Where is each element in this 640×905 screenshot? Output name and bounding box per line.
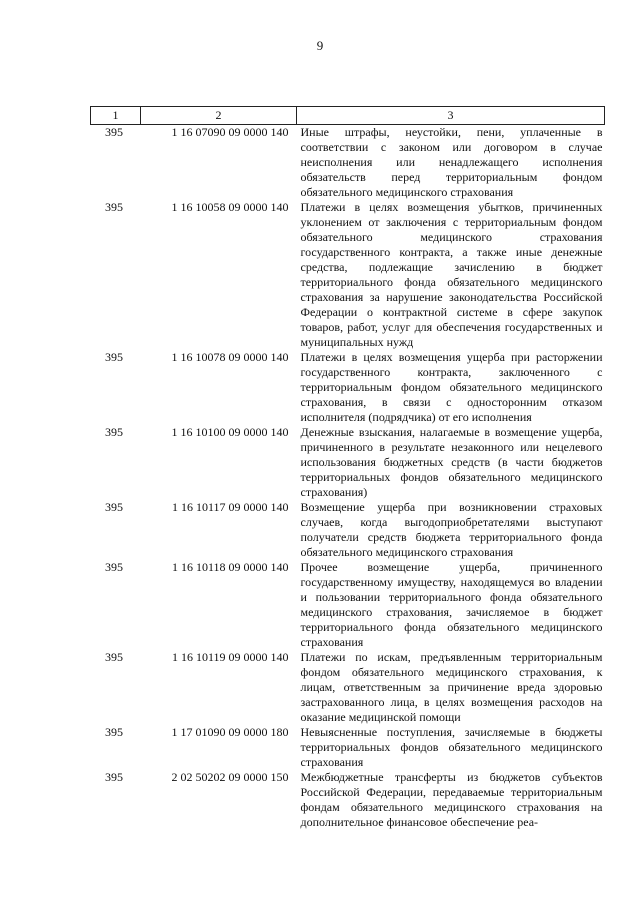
revenue-description: Денежные взыскания, налагаемые в возмещение ущерба, причиненного в результате незаконного или нецелевого использования бюджетных средств (в части бюджетов территориальных фондов обязательного медицинского страхования) [300,425,603,499]
header-row [91,107,605,125]
table-header [91,107,605,125]
revenue-description: Иные штрафы, неустойки, пени, уплаченные в соответствии с законом или договором в случае неисполнения или ненадлежащего исполнения обязательств перед территориальным фондом обязательного медицинского страхования [300,125,603,199]
admin-code: 395 [105,770,123,784]
revenue-code: 2 02 50202 09 0000 150 [171,770,289,784]
revenue-description: Платежи в целях возмещения убытков, причиненных уклонением от заключения с территориальным фондом обязательного медицинского страхования государственного контракта, а также иные денежные средства, подлежащие зачислению в бюджет территориального фонда обязательного медицинского страхования за нарушение законодательства Российской Федерации о контрактной системе в сфере закупок товаров, работ, услуг для обеспечения государственных и муниципальных нужд [300,200,603,349]
revenue-description: Невыясненные поступления, зачисляемые в бюджеты территориальных фондов обязательного медицинского страхования [300,725,603,769]
revenue-code: 1 16 10118 09 0000 140 [171,560,289,574]
header-col-3: 3 [297,107,605,125]
page-number: 9 [316,38,324,53]
admin-code: 395 [105,725,123,739]
admin-code: 395 [105,650,123,664]
revenue-code: 1 16 10100 09 0000 140 [171,425,289,439]
table-row [91,350,605,425]
table-row [91,425,605,500]
admin-code: 395 [105,200,123,214]
revenue-code: 1 16 10058 09 0000 140 [171,200,289,214]
revenue-description: Платежи по искам, предъявленным территориальным фондом обязательного медицинского страхования, к лицам, ответственным за причинение вреда здоровью застрахованного лица, в целях возмещения расходов на оказание медицинской помощи [300,650,603,724]
revenue-code: 1 16 10117 09 0000 140 [171,500,289,514]
table-row [91,725,605,770]
revenue-code: 1 16 10119 09 0000 140 [171,650,289,664]
revenue-description: Платежи в целях возмещения ущерба при расторжении государственного контракта, заключенного с территориальным фондом обязательного медицинского страхования, в связи с односторонним отказом исполнителя (подрядчика) от его исполнения [300,350,603,424]
admin-code: 395 [105,350,123,364]
budget-codes-table [90,106,605,830]
admin-code: 395 [105,500,123,514]
header-col-1: 1 [91,107,141,125]
admin-code: 395 [105,560,123,574]
table-body [91,125,605,831]
revenue-description: Прочее возмещение ущерба, причиненного государственному имуществу, находящемуся во владении и пользовании территориального фонда обязательного медицинского страхования, зачисляемое в бюджет территориального фонда обязательного медицинского страхования [300,560,603,649]
table-row [91,560,605,650]
revenue-code: 1 17 01090 09 0000 180 [171,725,289,739]
revenue-description: Межбюджетные трансферты из бюджетов субъектов Российской Федерации, передаваемые территориальным фондам обязательного медицинского страхования на дополнительное финансовое обеспечение реа- [300,770,603,829]
revenue-description: Возмещение ущерба при возникновении страховых случаев, когда выгодоприобретателями выступают получатели средств бюджета территориального фонда обязательного медицинского страхования [300,500,603,559]
table-row [91,500,605,560]
revenue-code: 1 16 10078 09 0000 140 [171,350,289,364]
header-col-2: 2 [141,107,297,125]
admin-code: 395 [105,425,123,439]
admin-code: 395 [105,125,123,139]
table-row [91,650,605,725]
revenue-code: 1 16 07090 09 0000 140 [171,125,289,139]
table-row [91,200,605,350]
table-row [91,125,605,201]
table-row [91,770,605,830]
